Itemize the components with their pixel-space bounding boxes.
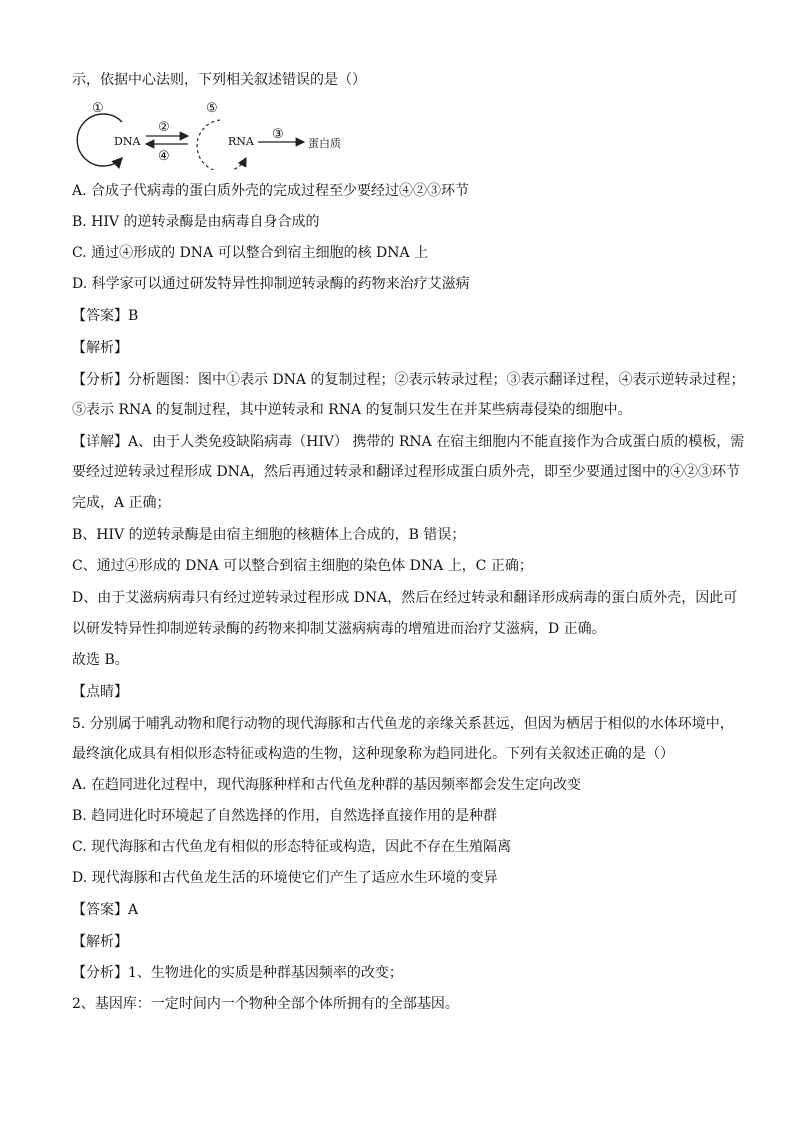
q5-stem-line: 最终演化成具有相似形态特征或构造的生物，这种现象称为趋同进化。下列有关叙述正确的是（） — [72, 746, 674, 762]
label-1: ① — [92, 101, 104, 116]
q4-conclusion: 故选 B。 — [72, 652, 129, 668]
q4-option-c: C. 通过④形成的 DNA 可以整合到宿主细胞的核 DNA 上 — [72, 245, 429, 261]
dna-label: DNA — [114, 135, 141, 148]
label-5: ⑤ — [206, 101, 218, 116]
question-intro: 示，依据中心法则，下列相关叙述错误的是（） — [72, 72, 366, 88]
protein-label: 蛋白质 — [308, 137, 341, 150]
q5-analysis-line: 【分析】1、生物进化的实质是种群基因频率的改变； — [72, 965, 403, 981]
q4-detail-line: 以研发特异性抑制逆转录酶的药物来抑制艾滋病病毒的增殖进而治疗艾滋病，D 正确。 — [72, 621, 606, 637]
q5-option-c: C. 现代海豚和古代鱼龙有相似的形态特征或构造，因此不存在生殖隔离 — [72, 839, 512, 855]
q4-analysis-line: ⑤表示 RNA 的复制过程，其中逆转录和 RNA 的复制只发生在并某些病毒侵染的细胞中。 — [72, 402, 632, 418]
q5-option-d: D. 现代海豚和古代鱼龙生活的环境使它们产生了适应水生环境的变异 — [72, 870, 498, 886]
label-2: ② — [158, 120, 170, 135]
q4-dianjing-heading: 【点睛】 — [72, 684, 128, 700]
label-3: ③ — [272, 127, 284, 142]
q4-detail-line: 要经过逆转录过程形成 DNA，然后再通过转录和翻译过程形成蛋白质外壳，即至少要通过图中的④②③环节 — [72, 464, 741, 480]
label-4: ④ — [158, 149, 170, 164]
q5-jiexi-heading: 【解析】 — [72, 934, 128, 950]
q4-option-d: D. 科学家可以通过研发特异性抑制逆转录酶的药物来治疗艾滋病 — [72, 276, 470, 292]
q5-stem-line: 5. 分别属于哺乳动物和爬行动物的现代海豚和古代鱼龙的亲缘关系甚远，但因为栖居于相似的水体环境中， — [72, 716, 734, 732]
q4-detail-line: D、由于艾滋病病毒只有经过逆转录过程形成 DNA，然后在经过转录和翻译形成病毒的蛋白质外壳，因此可 — [72, 590, 738, 606]
central-dogma-diagram — [70, 98, 370, 170]
q4-jiexi-heading: 【解析】 — [72, 340, 128, 356]
q5-option-a: A. 在趋同进化过程中，现代海豚种样和古代鱼龙种群的基因频率都会发生定向改变 — [72, 777, 582, 793]
q5-answer: 【答案】A — [72, 902, 139, 918]
q5-analysis-line: 2、基因库：一定时间内一个物种全部个体所拥有的全部基因。 — [72, 996, 459, 1012]
q4-analysis-line: 【分析】分析题图：图中①表示 DNA 的复制过程；②表示转录过程；③表示翻译过程，④表示逆转录过程； — [72, 372, 745, 388]
rna-label: RNA — [228, 135, 254, 148]
q4-detail-line: 【详解】A、由于人类免疫缺陷病毒（HIV） 携带的 RNA 在宿主细胞内不能直接作为合成蛋白质的模板，需 — [72, 434, 745, 450]
q4-detail-line: C、通过④形成的 DNA 可以整合到宿主细胞的染色体 DNA 上，C 正确； — [72, 558, 533, 574]
q4-option-b: B. HIV 的逆转录酶是由病毒自身合成的 — [72, 214, 320, 230]
q4-option-a: A. 合成子代病毒的蛋白质外壳的完成过程至少要经过④②③环节 — [72, 183, 470, 199]
q4-detail-line: 完成，A 正确； — [72, 495, 171, 511]
q4-answer: 【答案】B — [72, 308, 139, 324]
q4-detail-line: B、HIV 的逆转录酶是由宿主细胞的核糖体上合成的，B 错误； — [72, 527, 466, 543]
q5-option-b: B. 趋同进化时环境起了自然选择的作用，自然选择直接作用的是种群 — [72, 808, 498, 824]
